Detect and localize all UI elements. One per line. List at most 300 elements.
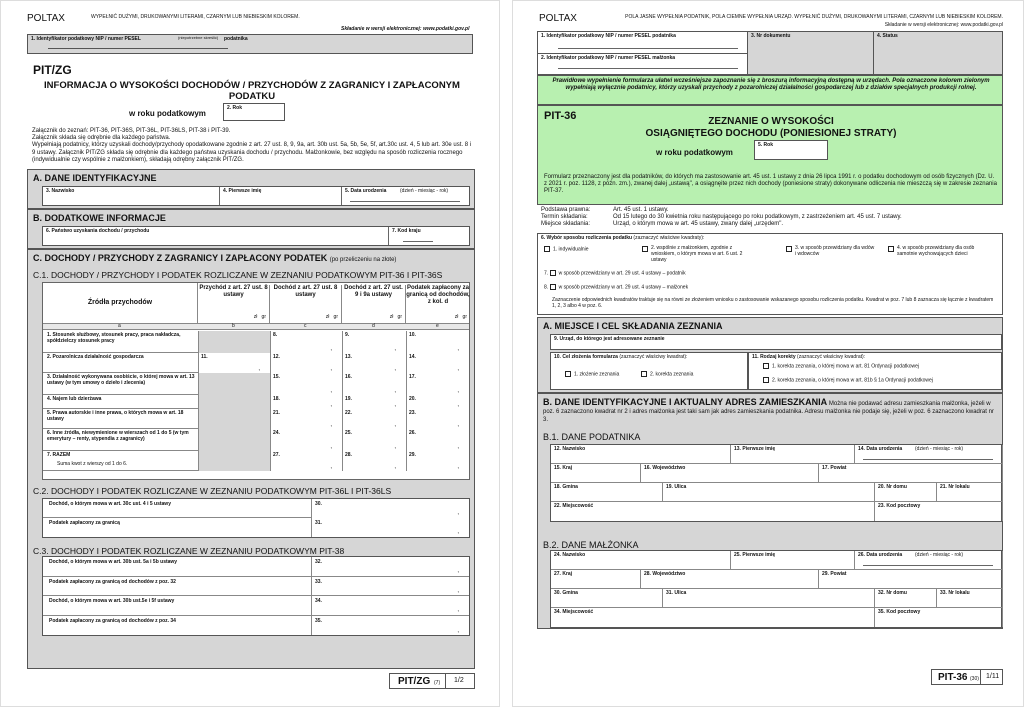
c1-cell-c[interactable]: 8. , <box>270 331 342 353</box>
correction-type-field <box>748 352 1002 390</box>
footer-page-right: 1/11 <box>986 673 1000 680</box>
b2-f28-field[interactable] <box>641 570 819 589</box>
settlement-method-label <box>541 236 704 242</box>
section-a-right <box>537 317 1003 393</box>
c1-cell-d[interactable]: 25. , <box>342 429 406 451</box>
footer-badge-right <box>931 669 1003 685</box>
opt1-label: 1. indywidualnie <box>553 246 589 253</box>
col-b-text: Przychód z art. 27 ust. 8 ustawy <box>199 285 268 299</box>
c1-cell-num: 10. <box>409 332 416 338</box>
section-b-right <box>537 393 1003 629</box>
c1-table-row <box>43 395 469 409</box>
checkbox-opt8[interactable] <box>550 284 556 290</box>
footer-page: 1/2 <box>454 677 464 684</box>
country-code-comb <box>403 241 433 242</box>
checkbox-opt2[interactable] <box>642 246 648 252</box>
c1-row-label: 6. Inne źródła, niewymienione w wierszach od 1 do 5 (w tym emerytury – renty, stypendia z zagranicy) <box>47 430 189 442</box>
b2-f31-field[interactable] <box>663 589 875 608</box>
b1-f15-label: 15. Kraj <box>554 465 573 471</box>
footer-badge <box>389 673 475 689</box>
c1-cell-e[interactable]: 26. , <box>406 429 469 451</box>
section-a-title: A. DANE IDENTYFIKACYJNE <box>33 173 157 183</box>
opt4-label: 4. w sposób przewidziany dla osób samotnie wychowujących dzieci <box>897 245 975 257</box>
c2-row-2-label: Podatek zapłacony za granicą <box>49 520 120 526</box>
taxpayer-id-label: 1. Identyfikator podatkowy NIP / numer PESEL <box>31 36 141 42</box>
b2-f35-field[interactable] <box>875 608 1003 627</box>
c3-row-input[interactable]: 32. , <box>311 557 469 576</box>
col-c-unit-zl: zł <box>325 314 330 321</box>
place-label: Miejsce składania: <box>541 221 591 228</box>
footer-code-right: PIT-36 <box>938 672 968 683</box>
opt-individual[interactable] <box>544 246 634 253</box>
b1-f14-label: 14. Data urodzenia <box>858 446 903 452</box>
col-a-header: Źródła przychodów <box>43 283 198 323</box>
c1-cell-d[interactable]: 9. , <box>342 331 406 353</box>
country-label: 6. Państwo uzyskania dochodu / przychodu <box>46 228 150 234</box>
c2-row-2-input[interactable]: 31. , <box>311 518 469 537</box>
c2-table <box>42 498 470 538</box>
c1-cell-e[interactable]: 17. , <box>406 373 469 395</box>
b2-f28-label: 28. Województwo <box>644 571 686 577</box>
b1-f12-field[interactable] <box>551 445 731 464</box>
col-d-unit-zl: zł <box>389 314 394 321</box>
pit-zg-page <box>0 0 500 707</box>
nip-taxpayer-label <box>541 34 676 40</box>
top-instruction: WYPEŁNIĆ DUŻYMI, DRUKOWANYMI LITERAMI, CZARNYM LUB NIEBIESKIM KOLOREM. <box>91 14 300 20</box>
opt7-label: w sposób przewidziany w art. 29 ust. 4 ustawy – podatnik <box>558 270 686 277</box>
settlement-note: Zaznaczenie odpowiednich kwadratów traktuje się na równi ze złożeniem wniosku o zastosowanie wskazanego sposobu rozliczenia podatku. Kwadrat w poz. 7 lub 8 zaznacza się łącznie z kwadratem 1, 2, 3 albo 4 w poz. 6. <box>552 297 994 309</box>
c1-cell-c[interactable]: 21. , <box>270 409 342 429</box>
intro-line-1: Załącznik do zeznań: PIT-36, PIT-36S, PIT-36L, PIT-36LS, PIT-38 i PIT-39. <box>32 128 231 134</box>
c1-cell-num: 19. <box>345 396 352 402</box>
nip-taxpayer-text: 1. Identyfikator podatkowy NIP / numer PESEL <box>541 33 651 39</box>
year-text-right: w roku podatkowym <box>656 148 733 157</box>
nip-spouse-field[interactable] <box>538 54 748 74</box>
col-e-text: Podatek zapłacony za granicą od dochodów, z kol. d <box>406 285 470 306</box>
c1-cell-num: 23. <box>409 410 416 416</box>
b1-f19-label: 19. Ulica <box>666 484 687 490</box>
c1-cell-b[interactable]: 11. , <box>198 353 270 373</box>
b1-f23-field[interactable] <box>875 502 1003 521</box>
letter-c: c <box>304 323 307 329</box>
c1-table-row <box>43 331 469 353</box>
checkbox-filing[interactable] <box>565 371 571 377</box>
c1-cell-num: 13. <box>345 354 352 360</box>
c2-row-1-label: Dochód, o którym mowa w art. 30c ust. 4 i 5 ustawy <box>49 501 171 507</box>
nip-taxpayer-suffix: podatnika <box>652 33 676 39</box>
c3-row-input[interactable]: 34. , <box>311 596 469 615</box>
section-b-fields <box>42 226 470 246</box>
correction-type-label <box>752 355 865 361</box>
section-b-right-header <box>543 397 999 424</box>
c1-cell-c[interactable]: 27. , <box>270 451 342 471</box>
c1-cell-e[interactable]: 23. , <box>406 409 469 429</box>
deadline-label: Termin składania: <box>541 214 588 221</box>
year-field[interactable] <box>223 103 285 121</box>
b2-f24-field[interactable] <box>551 551 731 570</box>
c1-cell-num: 18. <box>273 396 280 402</box>
c1-table-row <box>43 409 469 429</box>
f6-text: 6. Wybór sposobu rozliczenia podatku <box>541 235 633 241</box>
c3-row-label: Podatek zapłacony za granicą od dochodów z poz. 34 <box>49 617 176 624</box>
nip-taxpayer-comb <box>558 48 738 49</box>
checkbox-opt1[interactable] <box>544 246 550 252</box>
c3-row-label: Dochód, o którym mowa w art. 30b ust. 5a i 5b ustawy <box>49 559 178 565</box>
c3-row-num: 33. <box>315 578 322 585</box>
b1-f20-field[interactable] <box>875 483 937 502</box>
footer-version: (7) <box>434 680 441 686</box>
c1-cell-num: 28. <box>345 452 352 458</box>
opt3-label: 3. w sposób przewidziany dla wdów i wdowców <box>795 245 875 257</box>
correction-art-81[interactable] <box>763 363 919 370</box>
b1-f18-field[interactable] <box>551 483 663 502</box>
b1-fields <box>550 444 1002 522</box>
col-letters-row <box>43 323 469 330</box>
c3-row <box>43 616 469 636</box>
checkbox-correction[interactable] <box>641 371 647 377</box>
c3-row <box>43 596 469 616</box>
birthdate-hint: (dzień - miesiąc - rok) <box>400 188 449 194</box>
surname-field[interactable] <box>43 187 220 205</box>
form-title-box <box>537 105 1003 205</box>
b2-f32-field[interactable] <box>875 589 937 608</box>
form-code: PIT/ZG <box>33 63 72 77</box>
legal-basis-value: Art. 45 ust. 1 ustawy. <box>613 207 669 213</box>
c3-row-input[interactable]: 35. , <box>311 616 469 636</box>
c1-cell-num: 11. <box>201 354 208 360</box>
f11-hint: (zaznaczyć właściwy kwadrat): <box>797 354 866 360</box>
c3-row-num: 35. <box>315 617 322 624</box>
b2-f30-label: 30. Gmina <box>554 590 578 596</box>
birthdate-field[interactable] <box>342 187 469 205</box>
f10-text: 10. Cel złożenia formularza <box>554 354 618 360</box>
settlement-method-box <box>537 233 1003 315</box>
first-name-label: 4. Pierwsze imię <box>223 188 262 194</box>
b1-f13-field[interactable] <box>731 445 855 464</box>
b2-f24-label: 24. Nazwisko <box>554 552 586 558</box>
opt-single-parent[interactable] <box>888 246 1000 258</box>
electronic-filing-right: Składanie w wersji elektronicznej: www.podatki.gov.pl <box>884 22 1003 28</box>
opt7-num: 7. <box>544 270 549 277</box>
checkbox-opt7[interactable] <box>550 270 556 276</box>
section-c-title <box>33 253 396 263</box>
b1-f17-field[interactable] <box>819 464 1003 483</box>
year-field-right[interactable] <box>754 140 828 160</box>
checkbox-opt4[interactable] <box>888 246 894 252</box>
c1-cell-d[interactable]: 19. , <box>342 395 406 409</box>
c1-cell-e[interactable]: 14. , <box>406 353 469 373</box>
opt-29-spouse[interactable] <box>544 284 688 291</box>
footer-version-right: (30) <box>970 676 979 682</box>
c1-cell-b <box>198 373 270 395</box>
letter-d: d <box>372 323 375 329</box>
c1-cell-c[interactable]: 18. , <box>270 395 342 409</box>
f10-hint: (zaznaczyć właściwy kwadrat): <box>619 354 688 360</box>
brand-logo-right: POLTAX <box>539 13 577 24</box>
b2-f31-label: 31. Ulica <box>666 590 687 596</box>
c1-table-row <box>43 353 469 373</box>
c1-table <box>42 282 470 480</box>
c1-cell-e[interactable]: 20. , <box>406 395 469 409</box>
col-d-header <box>342 285 406 323</box>
place-value: Urząd, o którym mowa w art. 45 ustawy, zwany dalej „urzędem". <box>613 221 784 228</box>
f11-opt2-label: 2. korekta zeznania, o której mowa w art. 81b § 1a Ordynacji podatkowej <box>772 377 933 384</box>
header-id-box <box>537 31 1003 75</box>
section-c-hint: (po przeliczeniu na złote) <box>329 257 397 263</box>
c1-table-row <box>43 429 469 451</box>
c1-cell-b <box>198 395 270 409</box>
opt8-label: w sposób przewidziany w art. 29 ust. 4 ustawy – małżonek <box>558 284 689 291</box>
col-c-unit-gr: gr <box>333 314 338 321</box>
status-label: 4. Status <box>877 33 898 39</box>
c1-row-label: 4. Najem lub dzierżawa <box>47 396 102 402</box>
b1-f17-label: 17. Powiat <box>822 465 847 471</box>
b2-f27-field[interactable] <box>551 570 641 589</box>
col-b-unit-zl: zł <box>253 314 258 321</box>
col-e-header <box>406 285 470 323</box>
c1-row-label: 1. Stosunek służbowy, stosunek pracy, praca nakładcza, spółdzielczy stosunek pracy <box>47 332 181 344</box>
b1-f22-field[interactable] <box>551 502 875 521</box>
b2-f25-label: 25. Pierwsze imię <box>734 552 776 558</box>
c3-row-num: 32. <box>315 559 322 565</box>
c3-row-label: Dochód, o którym mowa w art. 30b ust.5e i 5f ustawy <box>49 598 175 604</box>
c1-cell-c[interactable]: 12. , <box>270 353 342 373</box>
b2-f34-label: 34. Miejscowość <box>554 609 594 615</box>
date-comb <box>863 459 993 460</box>
intro-notes <box>32 128 472 164</box>
form-code-right: PIT-36 <box>544 110 577 122</box>
b1-f18-label: 18. Gmina <box>554 484 578 490</box>
section-c <box>27 249 475 669</box>
c1-cell-b <box>198 331 270 353</box>
top-instruction-right: POLA JASNE WYPEŁNIA PODATNIK, POLA CIEMNE WYPEŁNIA URZĄD. WYPEŁNIĆ DUŻYMI, DRUKOWANYMI LITERAMI, CZARNYM LUB NIEBIESKIM KOLOREM. <box>625 14 1003 20</box>
form-title-line-2: OSIĄGNIĘTEGO DOCHODU (PONIESIONEJ STRATY) <box>645 128 897 139</box>
section-c1-title: C.1. DOCHODY / PRZYCHODY I PODATEK ROZLICZANE W ZEZNANIU PODATKOWYM PIT-36 I PIT-36S <box>33 270 443 280</box>
c3-row-input[interactable]: 33. , <box>311 577 469 596</box>
c1-row-label: 3. Działalność wykonywana osobiście, o której mowa w art. 13 ustawy (w tym umowy o dzieło i zlecenia) <box>47 374 195 386</box>
b1-f21-label: 21. Nr lokalu <box>940 484 970 490</box>
b2-f29-field[interactable] <box>819 570 1003 589</box>
opt-widow[interactable] <box>786 246 896 258</box>
purpose-label <box>554 355 687 361</box>
status-field <box>874 32 1002 74</box>
c1-cell-num: 14. <box>409 354 416 360</box>
section-c-title-text: C. DOCHODY / PRZYCHODY Z ZAGRANICY I ZAPŁACONY PODATEK <box>33 253 328 263</box>
c2-row-2-num: 31. <box>315 520 322 526</box>
correction-art-81b[interactable] <box>763 377 933 384</box>
b1-f12-label: 12. Nazwisko <box>554 446 586 452</box>
col-c-header <box>270 285 342 323</box>
nip-taxpayer-field[interactable] <box>538 32 748 54</box>
b1-f16-label: 16. Województwo <box>644 465 686 471</box>
col-e-unit-gr: gr <box>462 314 467 321</box>
letter-e: e <box>436 323 439 329</box>
c1-cell-num: 21. <box>273 410 280 416</box>
b1-f16-field[interactable] <box>641 464 819 483</box>
b2-f25-field[interactable] <box>731 551 855 570</box>
c1-cell-c[interactable]: 24. , <box>270 429 342 451</box>
b2-f30-field[interactable] <box>551 589 663 608</box>
c2-row-2 <box>43 518 469 537</box>
section-b-right-title: B. DANE IDENTYFIKACYJNE I AKTUALNY ADRES ZAMIESZKANIA <box>543 397 828 407</box>
c1-cell-c[interactable]: 15. , <box>270 373 342 395</box>
c2-row-1-num: 30. <box>315 501 322 507</box>
c1-row-label: 7. RAZEM <box>47 452 71 458</box>
section-b-title: B. DODATKOWE INFORMACJE <box>33 213 166 223</box>
footer-code: PIT/ZG <box>398 676 431 687</box>
green-notice <box>537 75 1003 105</box>
legal-info <box>541 207 1001 229</box>
id-suffix: podatnika <box>224 36 248 42</box>
b1-f20-label: 20. Nr domu <box>878 484 907 490</box>
tax-office-field[interactable] <box>550 334 1002 350</box>
deadline-value: Od 15 lutego do 30 kwietnia roku następującego po roku podatkowym, z zastrzeżeniem art. 45 ust. 7 ustawy. <box>613 214 902 221</box>
nip-spouse-text: 2. Identyfikator podatkowy NIP / numer PESEL <box>541 55 651 61</box>
c1-cell-num: 16. <box>345 374 352 380</box>
section-c2-title: C.2. DOCHODY I PODATEK ROZLICZANE W ZEZNANIU PODATKOWYM PIT-36L I PIT-36LS <box>33 486 392 496</box>
surname-label: 3. Nazwisko <box>46 188 75 194</box>
b2-f33-field[interactable] <box>937 589 1003 608</box>
c1-cell-num: 15. <box>273 374 280 380</box>
c3-row-num: 34. <box>315 598 322 604</box>
c1-cell-e[interactable]: 10. , <box>406 331 469 353</box>
section-a-fields <box>42 186 470 206</box>
c1-row-label: 2. Pozarolnicza działalność gospodarcza <box>47 354 144 360</box>
col-b-unit-gr: gr <box>261 314 266 321</box>
f6-hint: (zaznaczyć właściwe kwadraty): <box>633 235 705 241</box>
form-description: Formularz przeznaczony jest dla podatników, do których ma zastosowanie art. 45 ust. 1 ustawy z dnia 26 lipca 1991 r. o podatku dochodowym od osób fizycznych (Dz. U. z 2021 r. poz. 1128, z późn. zm.), zwanej dalej „ustawą", a osiągnęite przez nich dochody (poniesione straty) dokonywane odliczenia nie mieszczą się w zakresie zeznania PIT-37. <box>544 174 997 195</box>
c1-cell-d[interactable]: 16. , <box>342 373 406 395</box>
b1-f21-field[interactable] <box>937 483 1003 502</box>
id-sub-hint: (niepotrzebne skreślić) <box>178 35 219 40</box>
section-b <box>27 209 475 249</box>
checkbox-art-81b[interactable] <box>763 377 769 383</box>
nip-spouse-label <box>541 56 675 62</box>
electronic-filing-note: Składanie w wersji elektronicznej: www.podatki.gov.pl <box>341 26 470 32</box>
c1-cell-d[interactable]: 28. , <box>342 451 406 471</box>
taxpayer-id-field[interactable] <box>27 34 473 54</box>
tax-office-label: 9. Urząd, do którego jest adresowane zeznanie <box>554 336 665 342</box>
country-field[interactable] <box>43 227 389 245</box>
b1-f13-label: 13. Pierwsze imię <box>734 446 776 452</box>
section-b2-title: B.2. DANE MAŁŻONKA <box>543 540 639 550</box>
c3-table <box>42 556 470 636</box>
pit-36-page <box>512 0 1024 707</box>
col-e-unit-zl: zł <box>454 314 459 321</box>
legal-basis-label: Podstawa prawna: <box>541 207 591 213</box>
c1-cell-b <box>198 409 270 429</box>
c1-cell-num: 27. <box>273 452 280 458</box>
c1-cell-num: 24. <box>273 430 280 436</box>
year-text: w roku podatkowym <box>129 109 206 118</box>
c1-cell-num: 8. <box>273 332 278 338</box>
section-b-right-note: Można nie podawać adresu zamieszkania małżonka, jeżeli w poz. 6 zaznaczono kwadrat nr 2 i adres małżonka jest taki sam jak adres zamieszkania podatnika. Adresu małżonka nie podaje się, jeżeli w poz. 6 zaznaczono kwadrat nr 3. <box>543 401 994 423</box>
intro-line-3: Wypełniają podatnicy, którzy uzyskali dochody/przychody opodatkowane zgodnie z art. 27 ust. 8, 9, 9a, art. 30b ust. 5a, 5b, 5e, 5f, art.30c ust. 4, 5 lub art. 30e ust. 8 i 9 ustawy. Załącznik PIT/ZG składa się odrębnie dla każdego państwa uzyskania dochodu / przychodu. Małżonkowie, bez względu na sposób rozliczenia rocznego (indywidualnie czy wspólnie z małżonkiem), składają odrębny załącznik PIT/ZG. <box>32 142 472 163</box>
doc-number-label: 3. Nr dokumentu <box>751 33 791 39</box>
letter-b: b <box>232 323 235 329</box>
b1-f15-field[interactable] <box>551 464 641 483</box>
c1-cell-num: 29. <box>409 452 416 458</box>
country-code-label: 7. Kod kraju <box>392 228 421 234</box>
c1-cell-num: 26. <box>409 430 416 436</box>
purpose-correction[interactable] <box>641 371 693 378</box>
f10-opt1-label: 1. złożenie zeznania <box>574 371 620 378</box>
col-d-text: Dochód z art. 27 ust. 9 i 9a ustawy <box>344 285 403 299</box>
b2-f26-hint: (dzień - miesiąc - rok) <box>915 552 964 558</box>
nip-spouse-comb <box>558 68 738 69</box>
b1-f22-label: 22. Miejscowość <box>554 503 594 509</box>
intro-line-2: Załącznik składa się odrębnie dla każdego państwa. <box>32 135 171 142</box>
b1-f14-field[interactable] <box>855 445 1003 464</box>
checkbox-art-81[interactable] <box>763 363 769 369</box>
opt8-num: 8. <box>544 284 549 291</box>
purpose-field <box>550 352 748 390</box>
section-a <box>27 169 475 209</box>
opt-joint[interactable] <box>642 246 752 263</box>
form-title-line-1: ZEZNANIE O WYSOKOŚCI <box>708 116 834 127</box>
purpose-filing[interactable] <box>565 371 619 378</box>
doc-number-field <box>748 32 874 74</box>
opt-29-taxpayer[interactable] <box>544 270 686 277</box>
c1-cell-num: 20. <box>409 396 416 402</box>
sum-hint: Suma kwot z wierszy od 1 do 6. <box>57 461 128 467</box>
b2-f27-label: 27. Kraj <box>554 571 573 577</box>
date-comb <box>863 565 993 566</box>
year-label: 2. Rok <box>227 105 243 111</box>
c1-cell-num: 22. <box>345 410 352 416</box>
b2-f29-label: 29. Powiat <box>822 571 847 577</box>
checkbox-opt3[interactable] <box>786 246 792 252</box>
c1-cell-d[interactable]: 22. , <box>342 409 406 429</box>
f11-text: 11. Rodzaj korekty <box>752 354 796 360</box>
c1-cell-e[interactable]: 29. , <box>406 451 469 471</box>
country-code-field[interactable] <box>389 227 469 245</box>
opt2-label: 2. wspólnie z małżonkiem, zgodnie z wnioskiem, o którym mowa w art. 6 ust. 2 ustawy <box>651 245 743 263</box>
c3-row-label: Podatek zapłacony za granicą od dochodów z poz. 32 <box>49 578 176 585</box>
b1-f19-field[interactable] <box>663 483 875 502</box>
id-comb <box>48 48 228 49</box>
f11-opt1-label: 1. korekta zeznania, o której mowa w art. 81 Ordynacji podatkowej <box>772 363 920 370</box>
b2-f34-field[interactable] <box>551 608 875 627</box>
first-name-field[interactable] <box>220 187 342 205</box>
year-label-right: 5. Rok <box>758 142 774 148</box>
col-c-text: Dochód z art. 27 ust. 8 ustawy <box>273 285 338 299</box>
c1-cell-num: 17. <box>409 374 416 380</box>
c1-cell-num: 12. <box>273 354 280 360</box>
brand-logo: POLTAX <box>27 13 65 24</box>
col-b-header <box>198 285 270 323</box>
b2-f26-field[interactable] <box>855 551 1003 570</box>
b1-f23-label: 23. Kod pocztowy <box>878 503 921 509</box>
nip-spouse-suffix: małżonka <box>652 55 676 61</box>
b2-f32-label: 32. Nr domu <box>878 590 907 596</box>
c1-table-row <box>43 373 469 395</box>
c2-row-1-input[interactable]: 30. , <box>311 499 469 518</box>
section-b1-title: B.1. DANE PODATNIKA <box>543 432 641 442</box>
f10-opt2-label: 2. korekta zeznania <box>650 371 694 378</box>
c1-cell-b <box>198 451 270 471</box>
c1-cell-d[interactable]: 13. , <box>342 353 406 373</box>
b2-f33-label: 33. Nr lokalu <box>940 590 970 596</box>
b1-f14-hint: (dzień - miesiąc - rok) <box>915 446 964 452</box>
b2-f35-label: 35. Kod pocztowy <box>878 609 921 615</box>
form-title: INFORMACJA O WYSOKOŚCI DOCHODÓW / PRZYCHODÓW Z ZAGRANICY I ZAPŁACONYM PODATKU <box>44 80 460 102</box>
c2-row-1 <box>43 499 469 518</box>
b2-fields <box>550 550 1002 628</box>
section-c3-title: C.3. DOCHODY I PODATEK ROZLICZANE W ZEZNANIU PODATKOWYM PIT-38 <box>33 546 345 556</box>
letter-a: a <box>118 323 121 329</box>
c3-row <box>43 577 469 597</box>
